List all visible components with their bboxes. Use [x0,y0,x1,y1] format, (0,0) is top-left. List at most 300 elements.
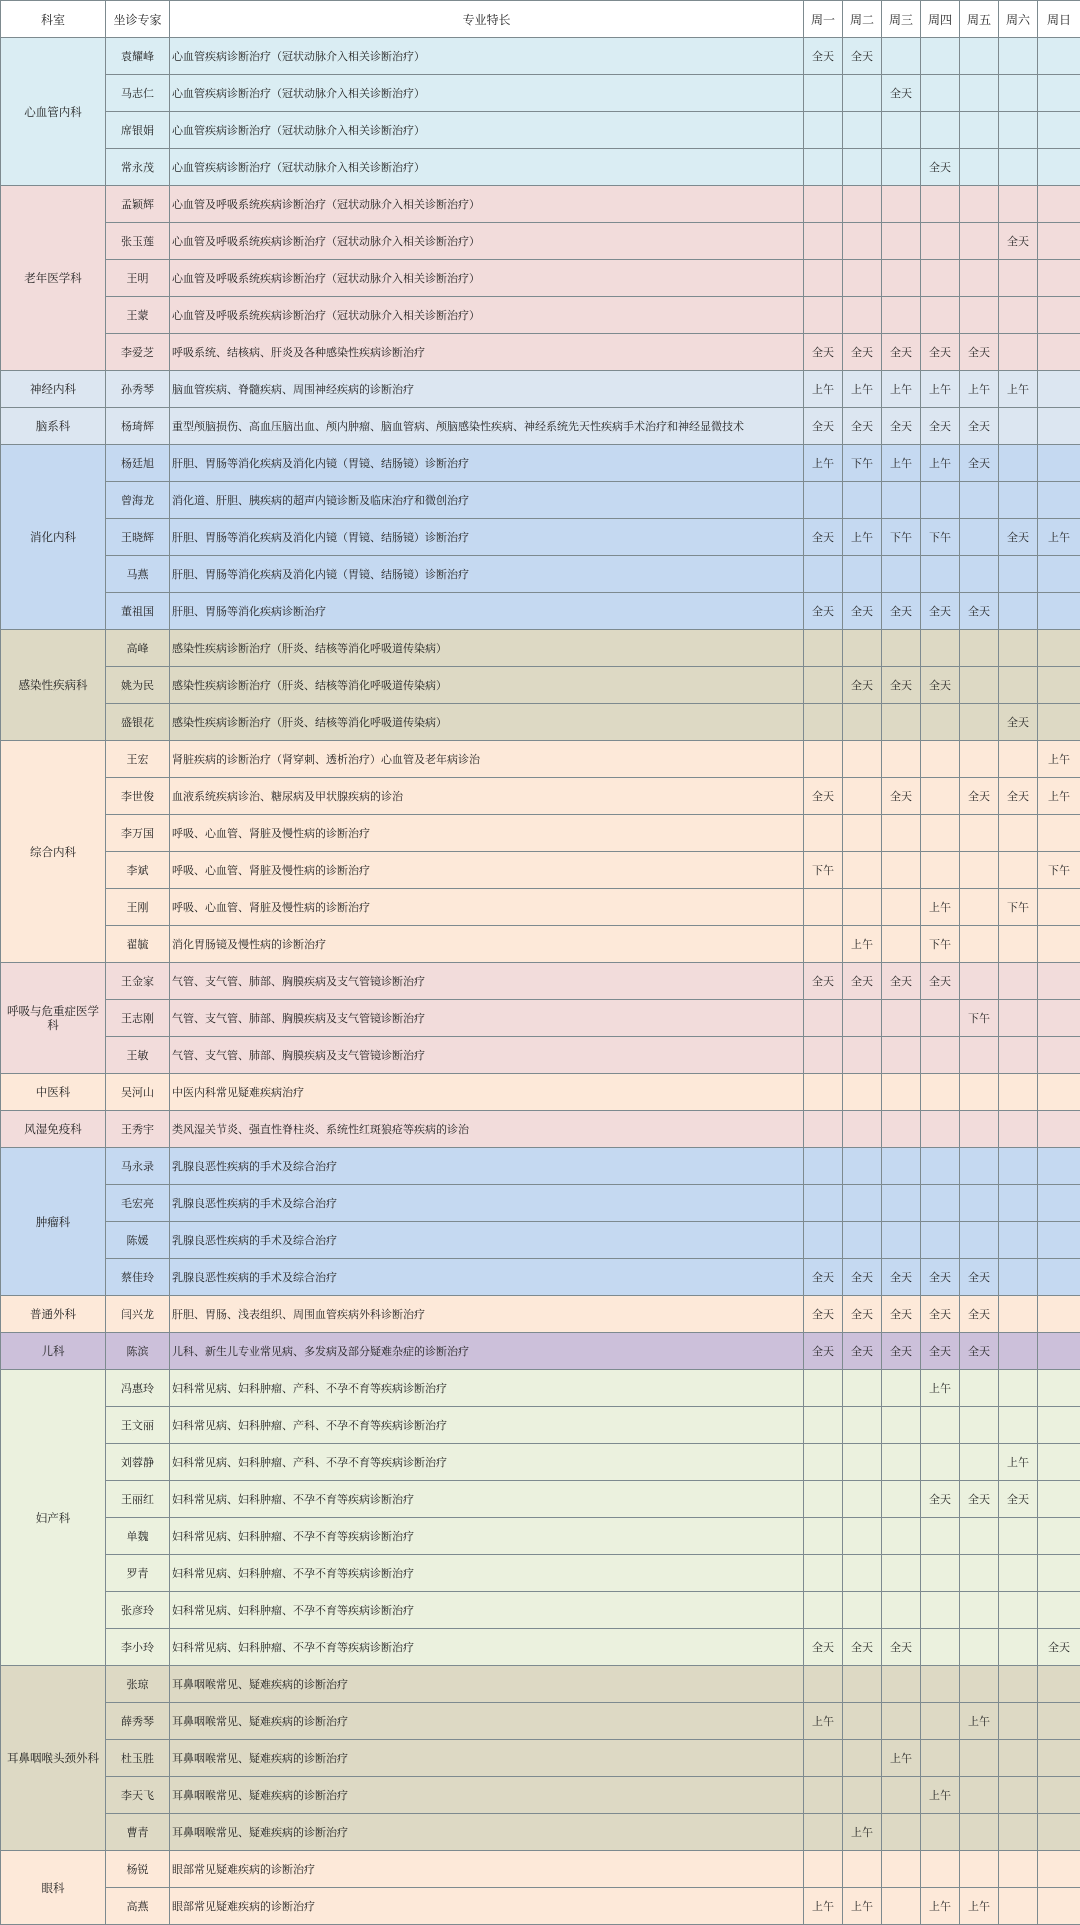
schedule-cell-fri: 全天 [960,1259,999,1296]
schedule-cell-wed: 全天 [882,778,921,815]
table-row [1,112,1080,149]
schedule-cell-mon: 全天 [804,334,843,371]
department-cell: 耳鼻咽喉头颈外科 [1,1666,106,1851]
schedule-cell-sun [1038,297,1080,334]
doctor-name-cell: 曹青 [106,1814,170,1851]
schedule-cell-sat [999,1888,1038,1925]
schedule-cell-tue [843,223,882,260]
schedule-cell-thu: 全天 [921,334,960,371]
schedule-cell-thu [921,1851,960,1888]
table-row [1,741,1080,778]
table-row [1,1518,1080,1555]
doctor-name-cell: 常永茂 [106,149,170,186]
header-sun: 周日 [1038,1,1080,38]
specialty-cell: 消化道、肝胆、胰疾病的超声内镜诊断及临床治疗和微创治疗 [170,482,804,519]
doctor-name-cell: 毛宏亮 [106,1185,170,1222]
schedule-cell-tue [843,1222,882,1259]
schedule-cell-sat [999,1185,1038,1222]
schedule-cell-fri [960,667,999,704]
schedule-cell-tue [843,778,882,815]
schedule-cell-fri [960,1740,999,1777]
schedule-cell-sat: 下午 [999,889,1038,926]
schedule-cell-thu: 全天 [921,1481,960,1518]
schedule-cell-mon [804,1740,843,1777]
doctor-name-cell: 袁耀峰 [106,38,170,75]
department-cell: 普通外科 [1,1296,106,1333]
schedule-cell-sat [999,260,1038,297]
schedule-cell-sat [999,1259,1038,1296]
schedule-cell-thu [921,815,960,852]
schedule-cell-sun [1038,1407,1080,1444]
schedule-cell-sun [1038,408,1080,445]
table-row [1,149,1080,186]
doctor-name-cell: 王宏 [106,741,170,778]
specialty-cell: 呼吸、心血管、肾脏及慢性病的诊断治疗 [170,815,804,852]
department-cell: 呼吸与危重症医学科 [1,963,106,1074]
schedule-cell-sun [1038,1148,1080,1185]
specialty-cell: 脑血管疾病、脊髓疾病、周围神经疾病的诊断治疗 [170,371,804,408]
schedule-cell-sat [999,408,1038,445]
department-cell: 肿瘤科 [1,1148,106,1296]
schedule-cell-wed: 全天 [882,1333,921,1370]
schedule-cell-mon [804,1185,843,1222]
schedule-cell-sat [999,556,1038,593]
schedule-cell-sat [999,1777,1038,1814]
schedule-cell-mon [804,1111,843,1148]
schedule-cell-thu: 上午 [921,445,960,482]
table-row [1,556,1080,593]
schedule-cell-tue [843,260,882,297]
schedule-cell-mon [804,1481,843,1518]
schedule-cell-fri: 全天 [960,778,999,815]
schedule-cell-tue [843,149,882,186]
schedule-cell-thu [921,704,960,741]
schedule-cell-sat: 全天 [999,519,1038,556]
schedule-cell-sun [1038,1555,1080,1592]
schedule-cell-sun [1038,1666,1080,1703]
schedule-cell-fri: 全天 [960,408,999,445]
schedule-cell-thu: 下午 [921,519,960,556]
schedule-cell-fri [960,815,999,852]
table-row [1,1481,1080,1518]
schedule-cell-sun [1038,1000,1080,1037]
schedule-cell-mon [804,889,843,926]
schedule-cell-tue: 上午 [843,371,882,408]
specialty-cell: 眼部常见疑难疾病的诊断治疗 [170,1888,804,1925]
specialty-cell: 耳鼻咽喉常见、疑难疾病的诊断治疗 [170,1703,804,1740]
schedule-cell-wed [882,556,921,593]
schedule-cell-thu [921,778,960,815]
schedule-cell-fri [960,889,999,926]
table-row [1,889,1080,926]
schedule-cell-thu: 上午 [921,1777,960,1814]
schedule-cell-mon [804,1444,843,1481]
table-row [1,1740,1080,1777]
schedule-cell-sat [999,445,1038,482]
schedule-cell-sat [999,1629,1038,1666]
schedule-cell-sat [999,149,1038,186]
schedule-cell-thu [921,1666,960,1703]
header-row [1,1,1080,38]
schedule-cell-sat [999,852,1038,889]
schedule-cell-fri [960,1444,999,1481]
schedule-cell-mon: 上午 [804,445,843,482]
schedule-cell-thu [921,75,960,112]
schedule-cell-sun [1038,445,1080,482]
table-row [1,593,1080,630]
schedule-cell-tue [843,1407,882,1444]
schedule-cell-mon [804,260,843,297]
schedule-cell-wed [882,630,921,667]
doctor-name-cell: 杨琦辉 [106,408,170,445]
schedule-cell-sat [999,1074,1038,1111]
schedule-cell-tue [843,482,882,519]
specialty-cell: 乳腺良恶性疾病的手术及综合治疗 [170,1259,804,1296]
specialty-cell: 肝胆、胃肠、浅表组织、周围血管疾病外科诊断治疗 [170,1296,804,1333]
schedule-cell-fri [960,297,999,334]
schedule-cell-fri [960,1111,999,1148]
schedule-cell-wed [882,1000,921,1037]
department-cell: 心血管内科 [1,38,106,186]
schedule-cell-sun [1038,1518,1080,1555]
specialty-cell: 妇科常见病、妇科肿瘤、不孕不育等疾病诊断治疗 [170,1592,804,1629]
table-row [1,1111,1080,1148]
specialty-cell: 呼吸系统、结核病、肝炎及各种感染性疾病诊断治疗 [170,334,804,371]
schedule-cell-thu [921,1555,960,1592]
schedule-cell-tue [843,1185,882,1222]
specialty-cell: 心血管及呼吸系统疾病诊断治疗（冠状动脉介入相关诊断治疗） [170,260,804,297]
doctor-name-cell: 张彦玲 [106,1592,170,1629]
schedule-cell-sat: 全天 [999,1481,1038,1518]
schedule-cell-tue: 全天 [843,1629,882,1666]
doctor-name-cell: 席银娟 [106,112,170,149]
table-row [1,1222,1080,1259]
table-row [1,75,1080,112]
table-row [1,1888,1080,1925]
specialty-cell: 心血管疾病诊断治疗（冠状动脉介入相关诊断治疗） [170,149,804,186]
table-row [1,186,1080,223]
schedule-cell-tue [843,741,882,778]
department-cell: 儿科 [1,1333,106,1370]
schedule-cell-sun [1038,1259,1080,1296]
schedule-cell-wed: 全天 [882,408,921,445]
schedule-cell-wed [882,1777,921,1814]
schedule-cell-fri [960,630,999,667]
schedule-cell-tue [843,75,882,112]
schedule-cell-thu: 上午 [921,1370,960,1407]
schedule-cell-fri [960,1518,999,1555]
schedule-cell-sat [999,815,1038,852]
schedule-cell-fri: 全天 [960,593,999,630]
schedule-cell-thu: 全天 [921,963,960,1000]
header-mon: 周一 [804,1,843,38]
table-row [1,815,1080,852]
specialty-cell: 感染性疾病诊断治疗（肝炎、结核等消化呼吸道传染病） [170,704,804,741]
schedule-cell-thu [921,1148,960,1185]
schedule-cell-sun [1038,667,1080,704]
schedule-cell-mon [804,1518,843,1555]
schedule-cell-wed [882,1074,921,1111]
schedule-cell-thu [921,852,960,889]
schedule-cell-mon [804,741,843,778]
schedule-cell-sat [999,334,1038,371]
schedule-cell-wed [882,112,921,149]
schedule-cell-tue [843,1037,882,1074]
doctor-name-cell: 刘蓉静 [106,1444,170,1481]
specialty-cell: 心血管疾病诊断治疗（冠状动脉介入相关诊断治疗） [170,112,804,149]
schedule-cell-thu [921,482,960,519]
schedule-cell-fri [960,519,999,556]
specialty-cell: 感染性疾病诊断治疗（肝炎、结核等消化呼吸道传染病） [170,667,804,704]
schedule-cell-sun [1038,1851,1080,1888]
specialty-cell: 血液系统疾病诊治、糖尿病及甲状腺疾病的诊治 [170,778,804,815]
schedule-cell-tue [843,1074,882,1111]
schedule-cell-mon [804,1555,843,1592]
specialty-cell: 心血管及呼吸系统疾病诊断治疗（冠状动脉介入相关诊断治疗） [170,186,804,223]
schedule-cell-mon: 全天 [804,778,843,815]
doctor-name-cell: 王蒙 [106,297,170,334]
specialty-cell: 耳鼻咽喉常见、疑难疾病的诊断治疗 [170,1777,804,1814]
specialty-cell: 消化胃肠镜及慢性病的诊断治疗 [170,926,804,963]
schedule-cell-wed: 全天 [882,334,921,371]
table-row [1,334,1080,371]
doctor-name-cell: 陈滨 [106,1333,170,1370]
schedule-cell-wed [882,1407,921,1444]
schedule-cell-fri [960,1629,999,1666]
table-row [1,963,1080,1000]
schedule-cell-tue: 全天 [843,593,882,630]
schedule-cell-mon: 全天 [804,1629,843,1666]
doctor-name-cell: 罗青 [106,1555,170,1592]
schedule-cell-wed [882,1814,921,1851]
schedule-cell-sun [1038,1296,1080,1333]
specialty-cell: 感染性疾病诊断治疗（肝炎、结核等消化呼吸道传染病） [170,630,804,667]
schedule-cell-mon [804,1000,843,1037]
doctor-name-cell: 姚为民 [106,667,170,704]
schedule-cell-mon: 全天 [804,519,843,556]
schedule-cell-sat [999,1814,1038,1851]
schedule-cell-tue [843,1481,882,1518]
table-row [1,778,1080,815]
specialty-cell: 心血管疾病诊断治疗（冠状动脉介入相关诊断治疗） [170,38,804,75]
schedule-cell-wed [882,482,921,519]
schedule-cell-wed: 上午 [882,1740,921,1777]
doctor-name-cell: 马志仁 [106,75,170,112]
schedule-cell-tue [843,297,882,334]
schedule-cell-sat [999,297,1038,334]
schedule-cell-fri [960,1185,999,1222]
schedule-cell-fri: 下午 [960,1000,999,1037]
doctor-name-cell: 孟颖辉 [106,186,170,223]
schedule-cell-sat [999,1370,1038,1407]
schedule-cell-sun [1038,371,1080,408]
specialty-cell: 妇科常见病、妇科肿瘤、产科、不孕不育等疾病诊断治疗 [170,1370,804,1407]
schedule-cell-wed [882,1703,921,1740]
schedule-cell-fri [960,1666,999,1703]
schedule-cell-wed [882,1444,921,1481]
schedule-cell-wed [882,260,921,297]
table-row [1,1629,1080,1666]
schedule-cell-thu [921,1703,960,1740]
schedule-cell-tue [843,852,882,889]
schedule-cell-sat [999,1333,1038,1370]
schedule-cell-tue [843,1555,882,1592]
schedule-cell-wed [882,926,921,963]
schedule-cell-sun [1038,112,1080,149]
schedule-cell-sun [1038,926,1080,963]
specialty-cell: 呼吸、心血管、肾脏及慢性病的诊断治疗 [170,852,804,889]
schedule-cell-wed [882,38,921,75]
schedule-cell-mon: 全天 [804,1333,843,1370]
schedule-cell-sat [999,1555,1038,1592]
schedule-cell-mon: 上午 [804,371,843,408]
table-row [1,223,1080,260]
schedule-cell-mon [804,815,843,852]
schedule-cell-sat [999,1407,1038,1444]
schedule-cell-mon [804,1222,843,1259]
schedule-cell-sun [1038,1444,1080,1481]
schedule-cell-wed: 全天 [882,593,921,630]
specialty-cell: 耳鼻咽喉常见、疑难疾病的诊断治疗 [170,1814,804,1851]
schedule-cell-wed: 全天 [882,667,921,704]
schedule-cell-thu [921,1037,960,1074]
schedule-cell-sat [999,38,1038,75]
schedule-cell-thu [921,223,960,260]
table-row [1,1074,1080,1111]
schedule-cell-tue: 下午 [843,445,882,482]
schedule-cell-mon [804,186,843,223]
specialty-cell: 耳鼻咽喉常见、疑难疾病的诊断治疗 [170,1666,804,1703]
specialty-cell: 妇科常见病、妇科肿瘤、产科、不孕不育等疾病诊断治疗 [170,1444,804,1481]
schedule-cell-thu [921,38,960,75]
table-row [1,260,1080,297]
schedule-cell-sun [1038,630,1080,667]
schedule-cell-wed [882,1666,921,1703]
table-row [1,1666,1080,1703]
schedule-cell-thu: 上午 [921,889,960,926]
schedule-cell-wed [882,1481,921,1518]
table-row [1,704,1080,741]
schedule-cell-fri [960,852,999,889]
schedule-cell-sat [999,1296,1038,1333]
schedule-cell-wed [882,1888,921,1925]
schedule-cell-sun [1038,1777,1080,1814]
specialty-cell: 耳鼻咽喉常见、疑难疾病的诊断治疗 [170,1740,804,1777]
schedule-cell-tue [843,186,882,223]
schedule-cell-fri [960,1814,999,1851]
schedule-cell-thu: 上午 [921,371,960,408]
schedule-cell-wed [882,1370,921,1407]
schedule-cell-sat [999,926,1038,963]
schedule-cell-fri [960,1592,999,1629]
schedule-cell-tue [843,1592,882,1629]
schedule-cell-tue: 上午 [843,1814,882,1851]
schedule-cell-sat [999,482,1038,519]
schedule-cell-fri [960,1555,999,1592]
schedule-cell-tue: 全天 [843,334,882,371]
schedule-cell-fri [960,704,999,741]
table-row [1,482,1080,519]
specialty-cell: 气管、支气管、肺部、胸膜疾病及支气管镜诊断治疗 [170,963,804,1000]
schedule-cell-fri [960,1370,999,1407]
schedule-cell-wed [882,149,921,186]
schedule-cell-wed: 全天 [882,1629,921,1666]
table-row [1,1814,1080,1851]
schedule-cell-wed: 全天 [882,1259,921,1296]
schedule-cell-tue [843,704,882,741]
schedule-cell-sat [999,1740,1038,1777]
specialty-cell: 儿科、新生儿专业常见病、多发病及部分疑难杂症的诊断治疗 [170,1333,804,1370]
specialty-cell: 中医内科常见疑难疾病治疗 [170,1074,804,1111]
doctor-name-cell: 陈媛 [106,1222,170,1259]
schedule-cell-wed [882,297,921,334]
schedule-cell-thu: 全天 [921,149,960,186]
schedule-cell-mon [804,75,843,112]
schedule-cell-tue [843,1666,882,1703]
schedule-cell-wed [882,223,921,260]
schedule-cell-sun [1038,1185,1080,1222]
schedule-cell-fri [960,149,999,186]
doctor-name-cell: 李小玲 [106,1629,170,1666]
schedule-cell-wed: 全天 [882,963,921,1000]
table-row [1,1000,1080,1037]
doctor-name-cell: 高峰 [106,630,170,667]
schedule-cell-fri: 上午 [960,1888,999,1925]
specialty-cell: 乳腺良恶性疾病的手术及综合治疗 [170,1148,804,1185]
schedule-cell-wed [882,1518,921,1555]
header-specialty: 专业特长 [170,1,804,38]
table-row [1,1703,1080,1740]
specialty-cell: 乳腺良恶性疾病的手术及综合治疗 [170,1185,804,1222]
department-cell: 风湿免疫科 [1,1111,106,1148]
schedule-cell-sat [999,1703,1038,1740]
table-row [1,1333,1080,1370]
schedule-cell-tue: 全天 [843,38,882,75]
doctor-name-cell: 王明 [106,260,170,297]
table-row [1,1407,1080,1444]
schedule-cell-tue: 全天 [843,963,882,1000]
schedule-cell-tue [843,1000,882,1037]
schedule-cell-fri: 全天 [960,1333,999,1370]
schedule-cell-mon: 上午 [804,1888,843,1925]
schedule-cell-fri [960,1222,999,1259]
schedule-cell-mon [804,1851,843,1888]
schedule-cell-mon [804,704,843,741]
schedule-cell-mon [804,1370,843,1407]
schedule-cell-thu [921,1407,960,1444]
doctor-name-cell: 董祖国 [106,593,170,630]
schedule-cell-fri: 全天 [960,1296,999,1333]
schedule-cell-wed [882,741,921,778]
schedule-cell-thu [921,630,960,667]
schedule-cell-thu [921,1444,960,1481]
schedule-body [1,38,1080,1925]
schedule-cell-thu [921,1222,960,1259]
specialty-cell: 心血管及呼吸系统疾病诊断治疗（冠状动脉介入相关诊断治疗） [170,223,804,260]
doctor-name-cell: 闫兴龙 [106,1296,170,1333]
table-row [1,926,1080,963]
schedule-cell-wed [882,1111,921,1148]
schedule-cell-sat [999,630,1038,667]
schedule-cell-fri: 上午 [960,1703,999,1740]
table-row [1,1370,1080,1407]
schedule-cell-sat [999,741,1038,778]
specialty-cell: 妇科常见病、妇科肿瘤、不孕不育等疾病诊断治疗 [170,1629,804,1666]
schedule-cell-sat [999,963,1038,1000]
doctor-name-cell: 李天飞 [106,1777,170,1814]
doctor-name-cell: 王志刚 [106,1000,170,1037]
schedule-cell-wed: 下午 [882,519,921,556]
